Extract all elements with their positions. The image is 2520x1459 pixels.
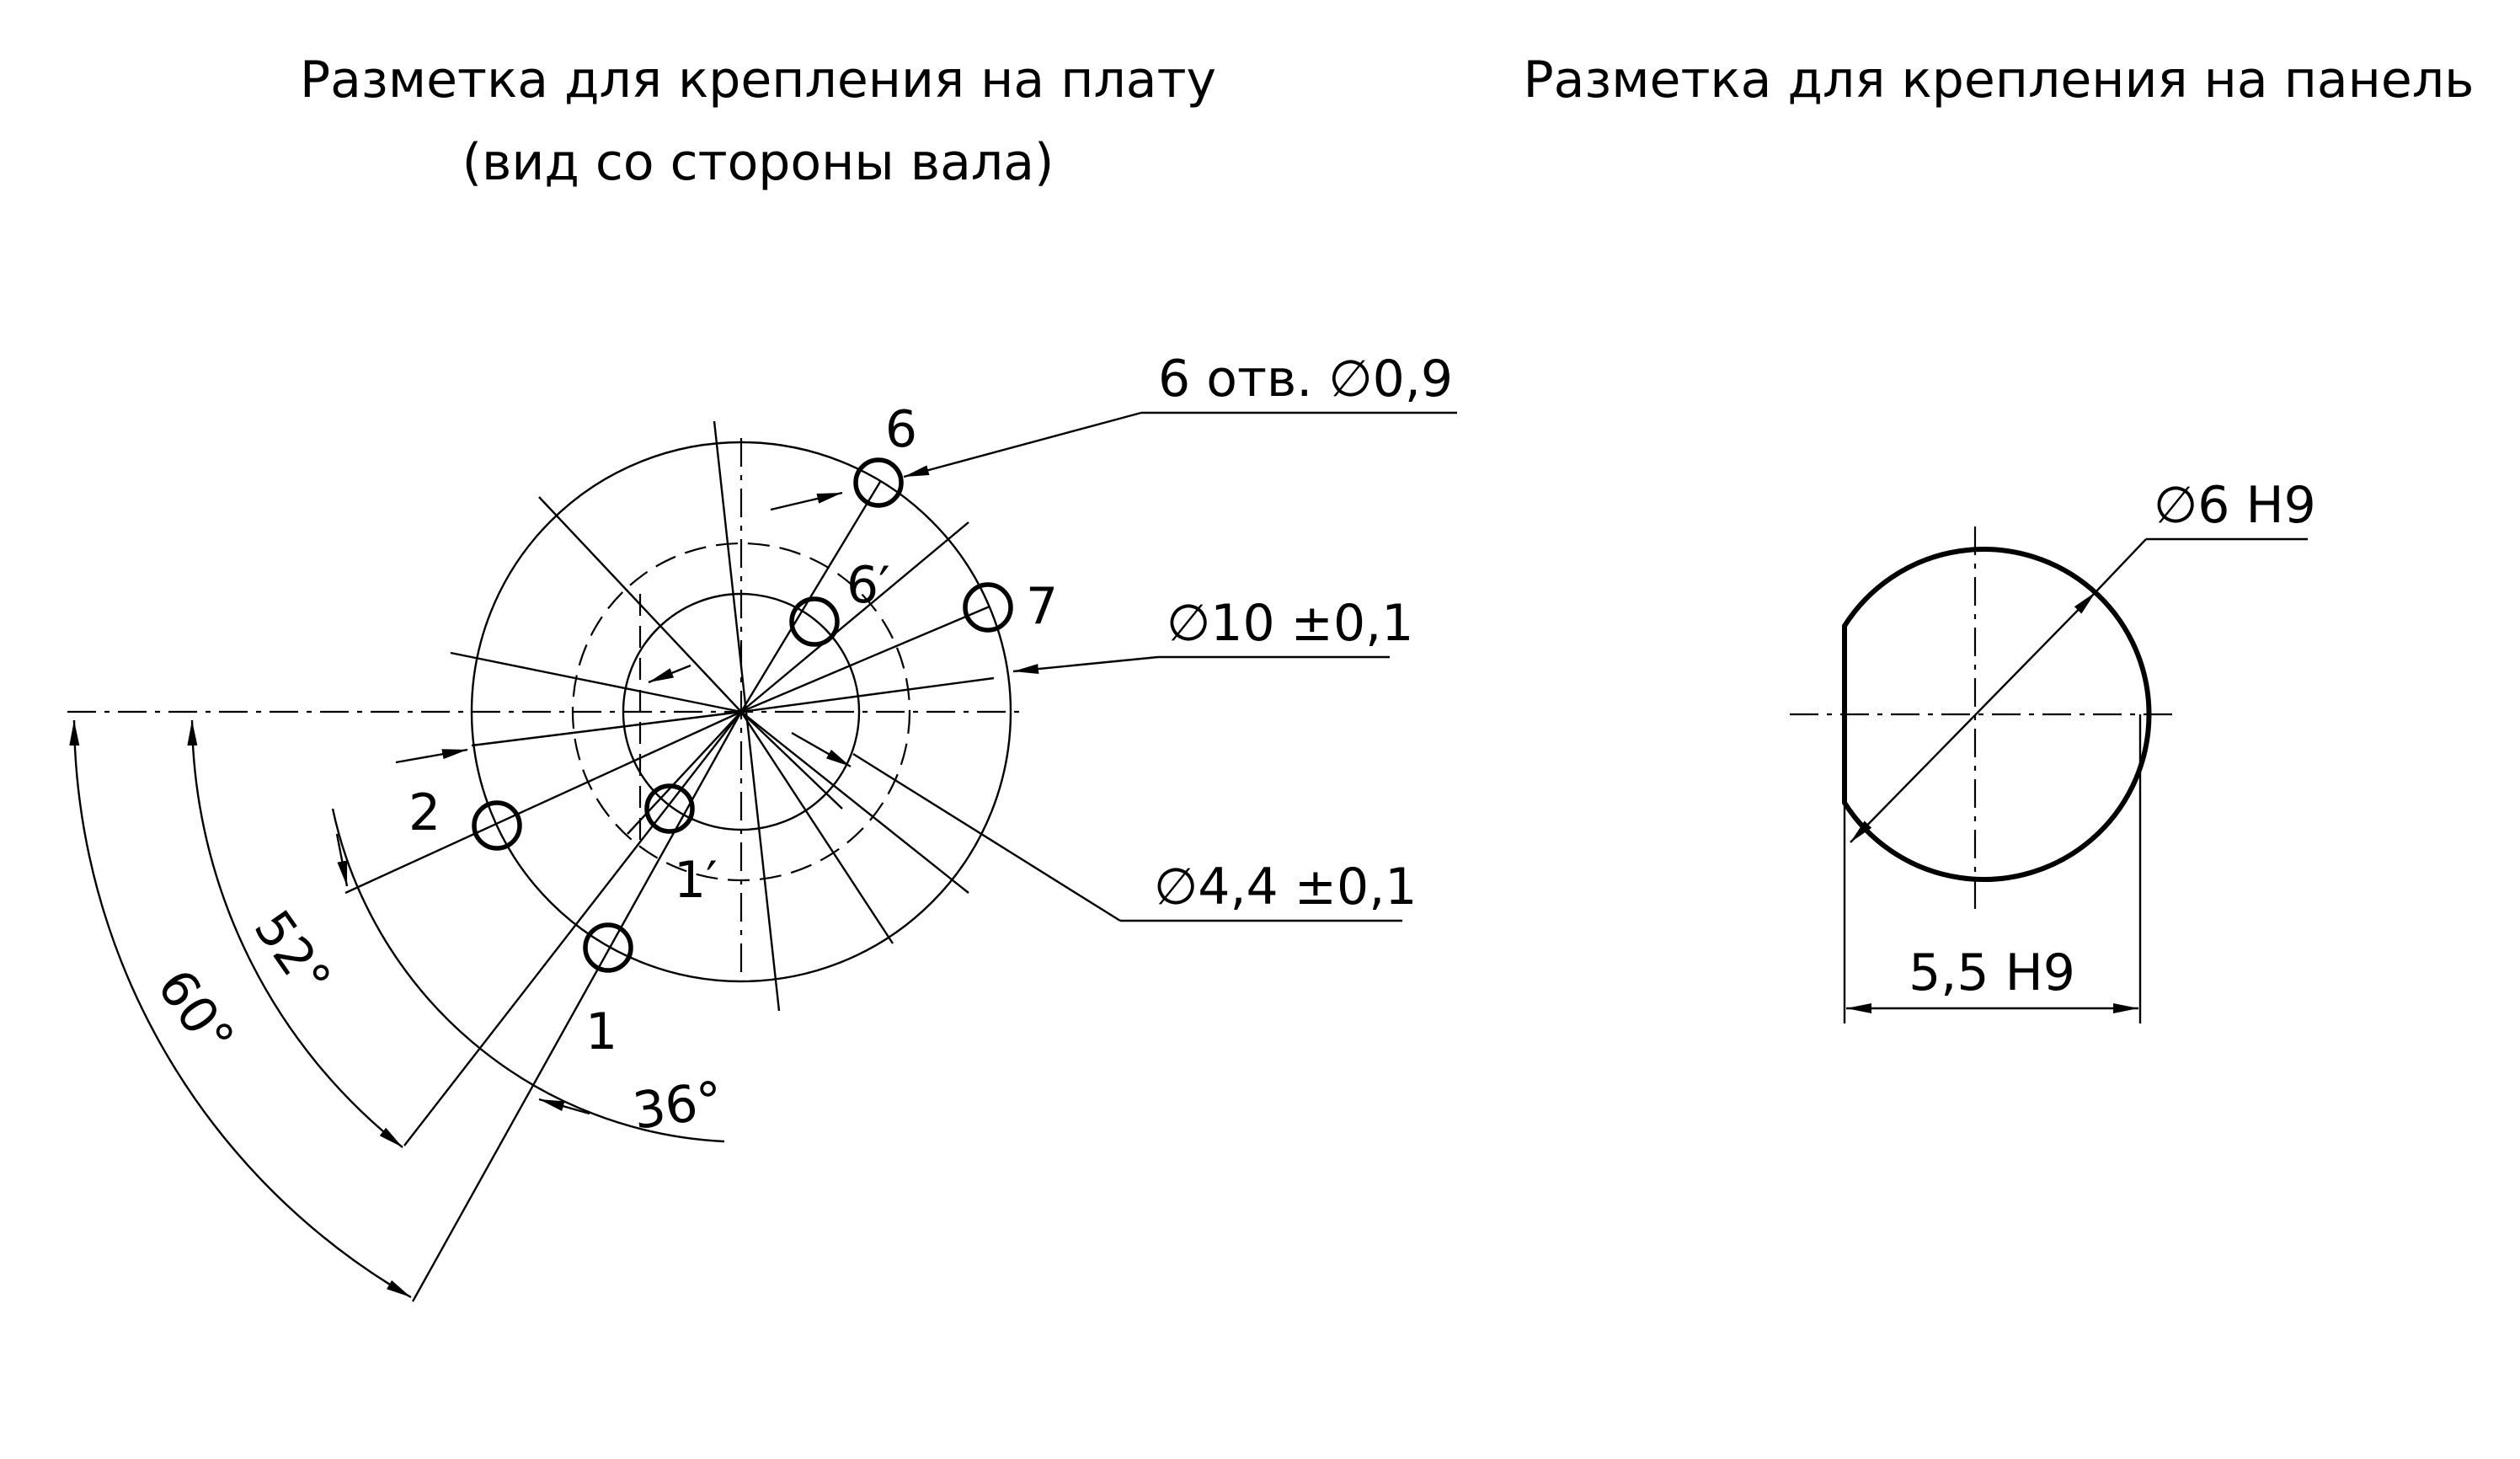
- left-title: Разметка для крепления на плату: [299, 51, 1217, 110]
- inner-dim-arrow: [792, 733, 851, 767]
- right-title: Разметка для крепления на панель: [1523, 51, 2475, 110]
- diameter-dim-line: [1850, 592, 2096, 842]
- holes-callout-leader: [904, 413, 1141, 477]
- label-hole-1: 1: [585, 1002, 618, 1061]
- diameter-callout-text: ∅6 H9: [2154, 476, 2316, 535]
- label-hole-2: 2: [408, 783, 441, 842]
- width-callout-text: 5,5 H9: [1909, 943, 2075, 1002]
- hole2-dim-arrow: [396, 750, 467, 762]
- angle-60-label: 60°: [145, 959, 246, 1066]
- angle-60-arc: [74, 720, 411, 1297]
- left-subtitle: (вид со стороны вала): [462, 133, 1054, 192]
- outer-callout-leader: [1013, 657, 1158, 671]
- label-hole-6-prime: 6′: [846, 556, 890, 615]
- inner-callout-text: ∅4,4 ±0,1: [1154, 858, 1418, 917]
- hole-1-prime: [647, 786, 692, 831]
- inner-callout-leader: [853, 754, 1120, 921]
- board-mounting-view: [67, 51, 1457, 1301]
- holes-callout-text: 6 отв. ∅0,9: [1158, 350, 1454, 409]
- outer-callout-text: ∅10 ±0,1: [1167, 594, 1414, 653]
- inner-left-arrow: [649, 665, 691, 682]
- hole6-dim-arrow: [771, 493, 842, 510]
- label-hole-7: 7: [1026, 577, 1059, 636]
- angle-36-label: 36°: [629, 1070, 727, 1141]
- hole-1: [585, 925, 631, 970]
- label-hole-6: 6: [884, 400, 918, 459]
- hole-6-prime: [792, 599, 837, 644]
- label-hole-1-prime: 1′: [674, 851, 718, 910]
- panel-mounting-view: [1523, 51, 2474, 1023]
- diameter-callout-leader: [2096, 539, 2146, 592]
- angle-52-label: 52°: [242, 900, 343, 1007]
